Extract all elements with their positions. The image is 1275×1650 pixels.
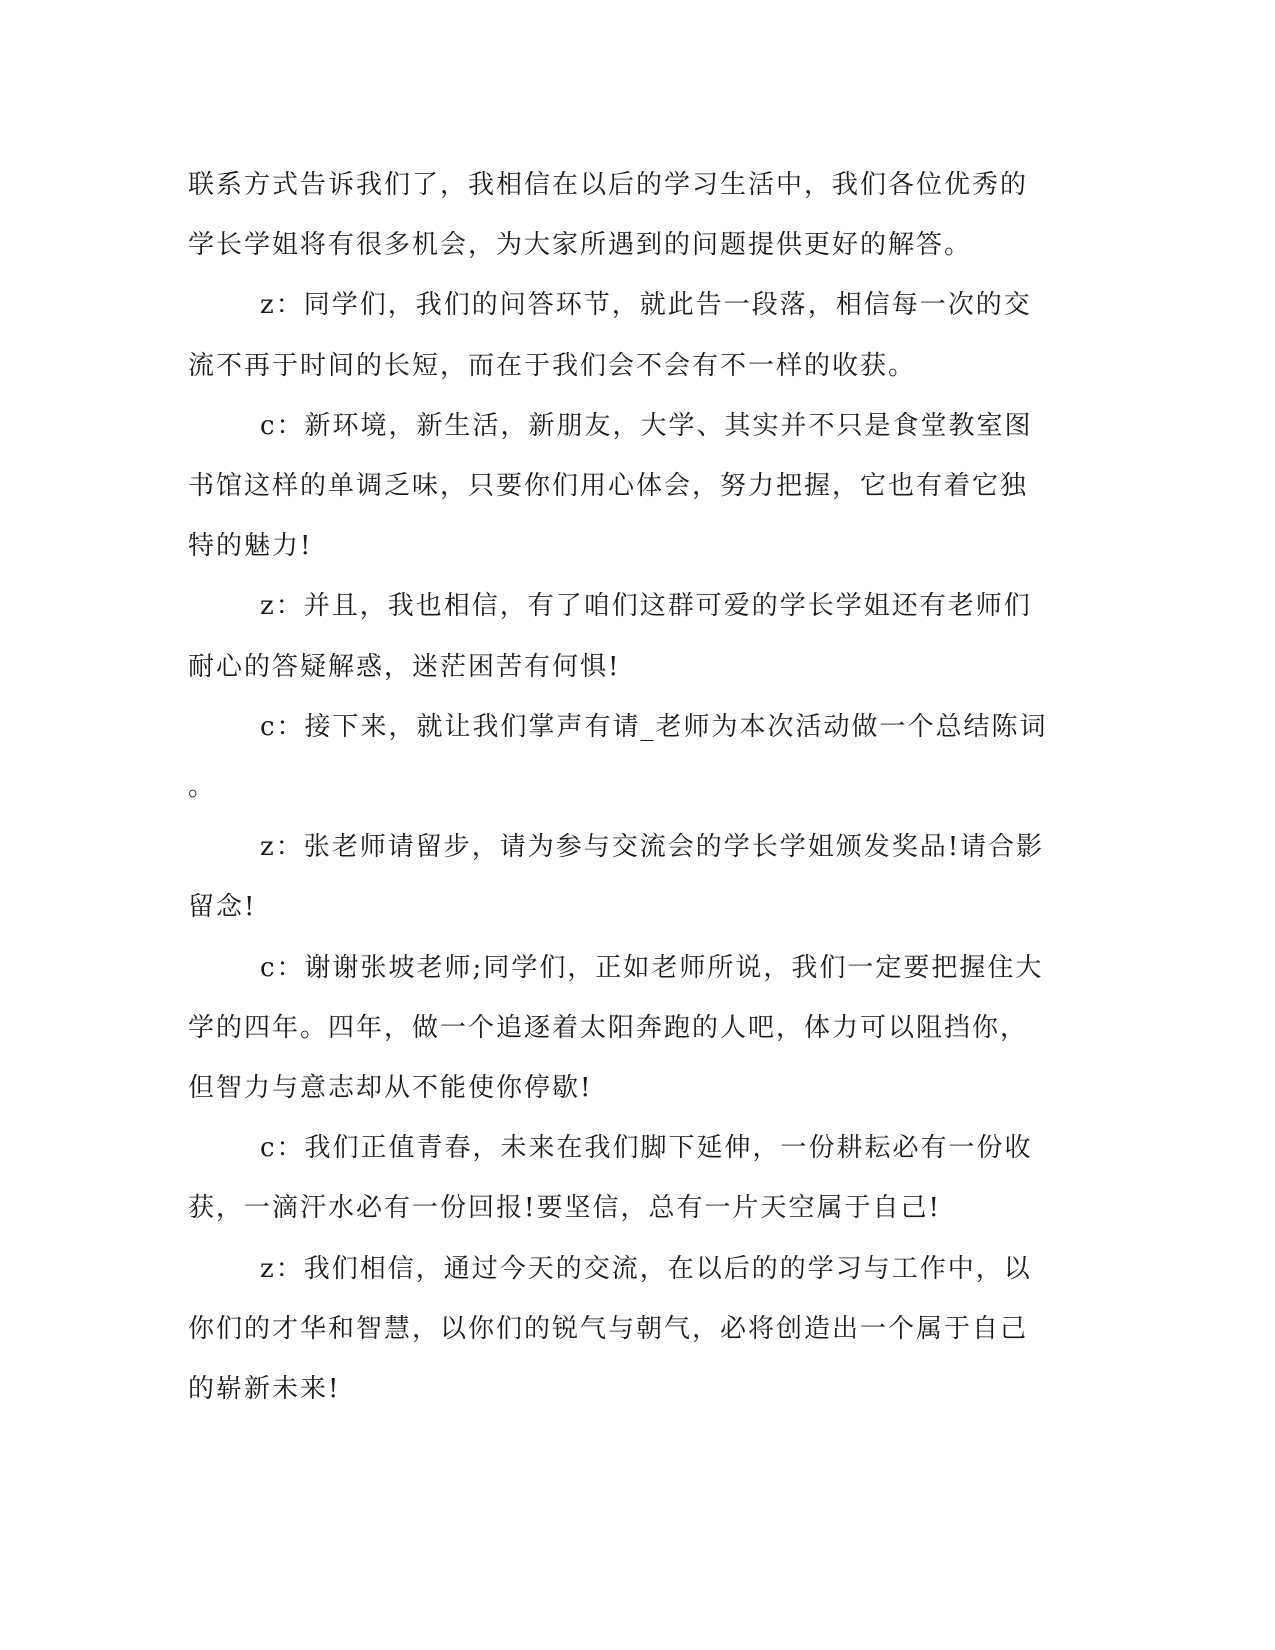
paragraph [188, 396, 1068, 577]
text-line: z：并且，我也相信，有了咱们这群可爱的学长学姐还有老师们 [260, 591, 1032, 622]
paragraph [188, 275, 1068, 395]
text-line: 。 [188, 772, 217, 803]
text-line: 学的四年。四年，做一个追逐着太阳奔跑的人吧，体力可以阻挡你， [188, 1012, 1029, 1043]
text-line: 但智力与意志却从不能使你停歇! [188, 1073, 593, 1104]
document-body [188, 155, 1068, 1419]
text-line: z：张老师请留步，请为参与交流会的学长学姐颁发奖品!请合影 [260, 832, 1045, 863]
text-line: 耐心的答疑解惑，迷茫困苦有何惧! [188, 651, 621, 682]
text-line: 获，一滴汗水必有一份回报!要坚信，总有一片天空属于自己! [188, 1193, 941, 1224]
text-line: c：新环境，新生活，新朋友，大学、其实并不只是食堂教室图 [260, 410, 1033, 441]
text-line: c：我们正值青春，未来在我们脚下延伸，一份耕耘必有一份收 [260, 1133, 1033, 1164]
paragraph [188, 1118, 1068, 1238]
text-line: 联系方式告诉我们了，我相信在以后的学习生活中，我们各位优秀的 [188, 170, 1029, 200]
paragraph [188, 155, 1068, 275]
text-line: 流不再于时间的长短，而在于我们会不会有不一样的收获。 [188, 350, 917, 381]
paragraph [188, 817, 1068, 937]
text-line: c：谢谢张坡老师;同学们，正如老师所说，我们一定要把握住大 [260, 952, 1044, 983]
text-line: z：我们相信，通过今天的交流，在以后的的学习与工作中，以 [260, 1253, 1032, 1284]
text-line: 你们的才华和智慧，以你们的锐气与朝气，必将创造出一个属于自己 [188, 1313, 1029, 1344]
paragraph [188, 938, 1068, 1119]
text-line: c：接下来，就让我们掌声有请_老师为本次活动做一个总结陈词 [260, 711, 1048, 742]
text-line: z：同学们，我们的问答环节，就此告一段落，相信每一次的交 [260, 290, 1032, 321]
text-line: 特的魅力! [188, 531, 313, 562]
paragraph [188, 1239, 1068, 1420]
text-line: 留念! [188, 892, 257, 923]
text-line: 书馆这样的单调乏味，只要你们用心体会，努力把握，它也有着它独 [188, 471, 1029, 502]
paragraph [188, 576, 1068, 696]
paragraph [188, 697, 1068, 817]
text-line: 的崭新未来! [188, 1374, 341, 1405]
text-line: 学长学姐将有很多机会，为大家所遇到的问题提供更好的解答。 [188, 230, 973, 261]
